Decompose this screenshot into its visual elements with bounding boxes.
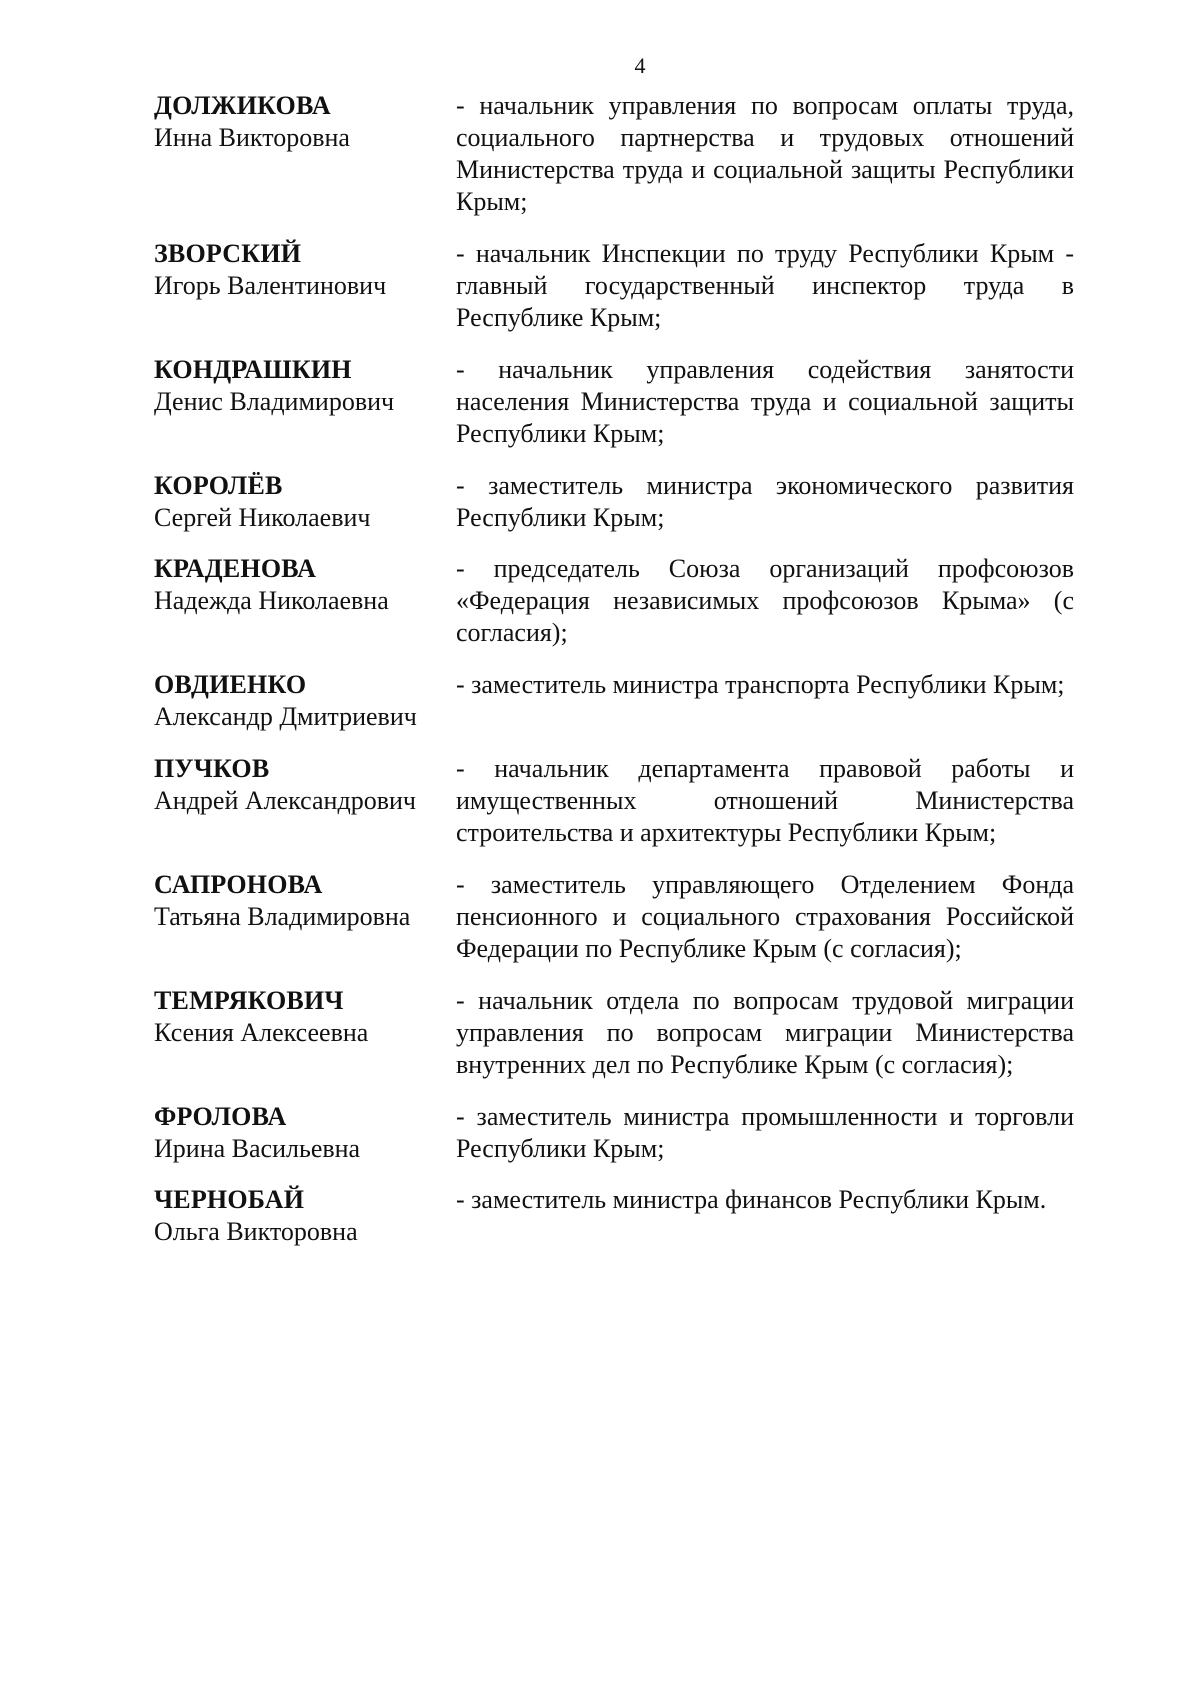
member-entry — [154, 90, 1074, 218]
member-given-names: Денис Владимирович — [154, 387, 395, 416]
member-position: - председатель Союза организаций профсоюзов «Федерация независимых профсоюзов Крыма» (с согласия); — [456, 554, 1074, 647]
member-given-names: Игорь Валентинович — [154, 271, 387, 300]
member-surname: КОРОЛЁВ — [154, 471, 283, 500]
member-given-names: Инна Викторовна — [154, 123, 350, 152]
member-entry — [154, 669, 1074, 733]
member-name — [154, 90, 456, 154]
member-position: - начальник департамента правовой работы и имущественных отношений Министерства строительства и архитектуры Республики Крым; — [456, 754, 1074, 847]
member-given-names: Надежда Николаевна — [154, 586, 389, 615]
member-entry — [154, 470, 1074, 534]
member-position: - начальник Инспекции по труду Республики Крым - главный государственный инспектор труда в Республике Крым; — [456, 239, 1074, 332]
member-surname: САПРОНОВА — [154, 870, 323, 899]
member-position: - начальник управления содействия занятости населения Министерства труда и социальной защиты Республики Крым; — [456, 355, 1074, 448]
member-name — [154, 553, 456, 617]
member-name — [154, 238, 456, 302]
page-number: 4 — [634, 53, 646, 78]
member-surname: ФРОЛОВА — [154, 1102, 287, 1131]
member-position: - начальник отдела по вопросам трудовой миграции управления по вопросам миграции Министерства внутренних дел по Республике Крым (с согласия); — [456, 986, 1074, 1079]
member-name — [154, 753, 456, 817]
member-surname: ДОЛЖИКОВА — [154, 91, 331, 120]
member-name — [154, 1101, 456, 1165]
member-given-names: Андрей Александрович — [154, 786, 416, 815]
member-given-names: Александр Дмитриевич — [154, 702, 417, 731]
member-name — [154, 1184, 456, 1248]
member-entry — [154, 1101, 1074, 1165]
member-name — [154, 354, 456, 418]
member-surname: ПУЧКОВ — [154, 754, 270, 783]
member-surname: ТЕМРЯКОВИЧ — [154, 986, 344, 1015]
member-entry — [154, 869, 1074, 965]
member-given-names: Ольга Викторовна — [154, 1217, 358, 1246]
member-given-names: Ирина Васильевна — [154, 1134, 361, 1163]
member-given-names: Ксения Алексеевна — [154, 1018, 369, 1047]
member-surname: ОВДИЕНКО — [154, 670, 307, 699]
member-surname: КОНДРАШКИН — [154, 355, 352, 384]
member-position: - заместитель министра промышленности и торговли Республики Крым; — [456, 1102, 1074, 1163]
member-name — [154, 869, 456, 933]
member-entry — [154, 238, 1074, 334]
member-name — [154, 985, 456, 1049]
member-given-names: Татьяна Владимировна — [154, 902, 411, 931]
member-surname: ЗВОРСКИЙ — [154, 239, 302, 268]
member-entry — [154, 553, 1074, 649]
member-name — [154, 470, 456, 534]
member-position: - заместитель министра финансов Республики Крым. — [456, 1185, 1047, 1214]
members-list — [154, 90, 1074, 1248]
member-position: - начальник управления по вопросам оплаты труда, социального партнерства и трудовых отношений Министерства труда и социальной защиты Республики Крым; — [456, 91, 1074, 216]
member-entry — [154, 1184, 1074, 1248]
member-surname: ЧЕРНОБАЙ — [154, 1185, 305, 1214]
member-name — [154, 669, 456, 733]
member-given-names: Сергей Николаевич — [154, 503, 371, 532]
member-position: - заместитель министра транспорта Республики Крым; — [456, 670, 1065, 699]
member-entry — [154, 985, 1074, 1081]
member-position: - заместитель управляющего Отделением Фонда пенсионного и социального страхования Российской Федерации по Республике Крым (с согласия); — [456, 870, 1074, 963]
member-position: - заместитель министра экономического развития Республики Крым; — [456, 471, 1074, 532]
member-surname: КРАДЕНОВА — [154, 554, 317, 583]
member-entry — [154, 753, 1074, 849]
member-entry — [154, 354, 1074, 450]
